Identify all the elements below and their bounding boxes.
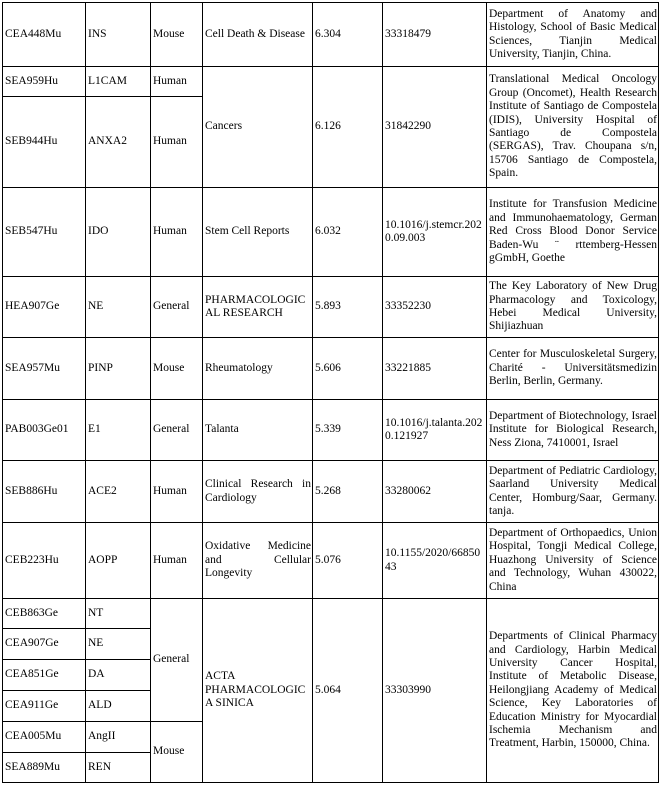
pmid-cell: 10.1155/2020/6685043 [383,523,487,599]
affiliation-cell: Institute for Transfusion Medicine and Immunohaematology, German Red Cross Blood Donor Service Baden-Wu ¨ rttemberg-Hessen gGmbH, Goethe [487,188,659,277]
table-row [3,338,659,400]
product-code-cell: CEA448Mu [3,3,86,67]
target-cell: PINP [86,338,151,400]
impact-factor-cell: 6.032 [313,188,383,277]
product-code-cell: SEB944Hu [3,97,86,188]
species-cell: Human [151,523,203,599]
product-code-cell: SEA959Hu [3,67,86,97]
journal-cell: Clinical Research in Cardiology [203,461,313,523]
table-row [3,67,659,97]
pmid-cell: 31842290 [383,67,487,188]
journal-cell: Stem Cell Reports [203,188,313,277]
target-cell: IDO [86,188,151,277]
impact-factor-cell: 6.126 [313,67,383,188]
affiliation-cell: Department of Pediatric Cardiology, Saarland University Medical Center, Homburg/Saar, Germany. tanja. [487,461,659,523]
target-cell: ALD [86,691,151,722]
target-cell: AngII [86,722,151,753]
species-cell: General [151,599,203,722]
impact-factor-cell: 5.268 [313,461,383,523]
journal-cell: Cell Death & Disease [203,3,313,67]
pmid-cell: 33352230 [383,277,487,338]
pmid-cell: 10.1016/j.talanta.2020.121927 [383,400,487,461]
target-cell: DA [86,660,151,691]
affiliation-cell: Center for Musculoskeletal Surgery, Charité - Universitätsmedizin Berlin, Berlin, Germany. [487,338,659,400]
target-cell: ACE2 [86,461,151,523]
publication-table [2,2,659,783]
journal-cell: Talanta [203,400,313,461]
target-cell: E1 [86,400,151,461]
product-code-cell: CEA851Ge [3,660,86,691]
affiliation-cell: Department of Anatomy and Histology, School of Basic Medical Sciences, Tianjin Medical University, Tianjin, China. [487,3,659,67]
pmid-cell: 33280062 [383,461,487,523]
product-code-cell: CEA911Ge [3,691,86,722]
table-row [3,3,659,67]
product-code-cell: SEA889Mu [3,753,86,783]
species-cell: General [151,277,203,338]
product-code-cell: SEA957Mu [3,338,86,400]
target-cell: REN [86,753,151,783]
product-code-cell: CEB863Ge [3,599,86,629]
journal-cell: Rheumatology [203,338,313,400]
impact-factor-cell: 5.339 [313,400,383,461]
journal-cell: PHARMACOLOGICAL RESEARCH [203,277,313,338]
target-cell: INS [86,3,151,67]
pmid-cell: 33303990 [383,599,487,783]
species-cell: Human [151,188,203,277]
product-code-cell: HEA907Ge [3,277,86,338]
target-cell: L1CAM [86,67,151,97]
affiliation-cell: Department of Biotechnology, Israel Institute for Biological Research, Ness Ziona, 7410001, Israel [487,400,659,461]
product-code-cell: SEB547Hu [3,188,86,277]
affiliation-cell: Department of Orthopaedics, Union Hospital, Tongji Medical College, Huazhong University of Science and Technology, Wuhan 430022, China [487,523,659,599]
table-row [3,461,659,523]
target-cell: ANXA2 [86,97,151,188]
target-cell: NE [86,629,151,660]
target-cell: AOPP [86,523,151,599]
pmid-cell: 10.1016/j.stemcr.2020.09.003 [383,188,487,277]
affiliation-cell: Departments of Clinical Pharmacy and Cardiology, Harbin Medical University Cancer Hospital, Institute of Metabolic Disease, Heilongjiang Academy of Medical Science, Key Laboratories of Education Ministry for Myocardial Ischemia Mechanism and Treatment, Harbin, 150000, China. [487,599,659,783]
pmid-cell: 33318479 [383,3,487,67]
species-cell: Human [151,97,203,188]
table-row [3,277,659,338]
product-code-cell: CEA005Mu [3,722,86,753]
target-cell: NE [86,277,151,338]
species-cell: Mouse [151,722,203,783]
product-code-cell: PAB003Ge01 [3,400,86,461]
target-cell: NT [86,599,151,629]
journal-cell: ACTA PHARMACOLOGICA SINICA [203,599,313,783]
impact-factor-cell: 5.076 [313,523,383,599]
table-row [3,599,659,629]
product-code-cell: SEB886Hu [3,461,86,523]
product-code-cell: CEA907Ge [3,629,86,660]
species-cell: Human [151,67,203,97]
affiliation-cell: Translational Medical Oncology Group (Oncomet), Health Research Institute of Santiago de Compostela (IDIS), University Hospital of Santiago de Compostela (SERGAS), Trav. Choupana s/n, 15706 Santiago de Compostela, Spain. [487,67,659,188]
species-cell: Human [151,461,203,523]
species-cell: Mouse [151,338,203,400]
affiliation-cell: The Key Laboratory of New Drug Pharmacology and Toxicology, Hebei Medical University, Shijiazhuan [487,277,659,338]
impact-factor-cell: 5.893 [313,277,383,338]
pmid-cell: 33221885 [383,338,487,400]
impact-factor-cell: 5.064 [313,599,383,783]
journal-cell: Cancers [203,67,313,188]
table-row [3,400,659,461]
table-row [3,523,659,599]
impact-factor-cell: 5.606 [313,338,383,400]
journal-cell: Oxidative Medicine and Cellular Longevity [203,523,313,599]
table-row [3,188,659,277]
product-code-cell: CEB223Hu [3,523,86,599]
species-cell: Mouse [151,3,203,67]
species-cell: General [151,400,203,461]
impact-factor-cell: 6.304 [313,3,383,67]
